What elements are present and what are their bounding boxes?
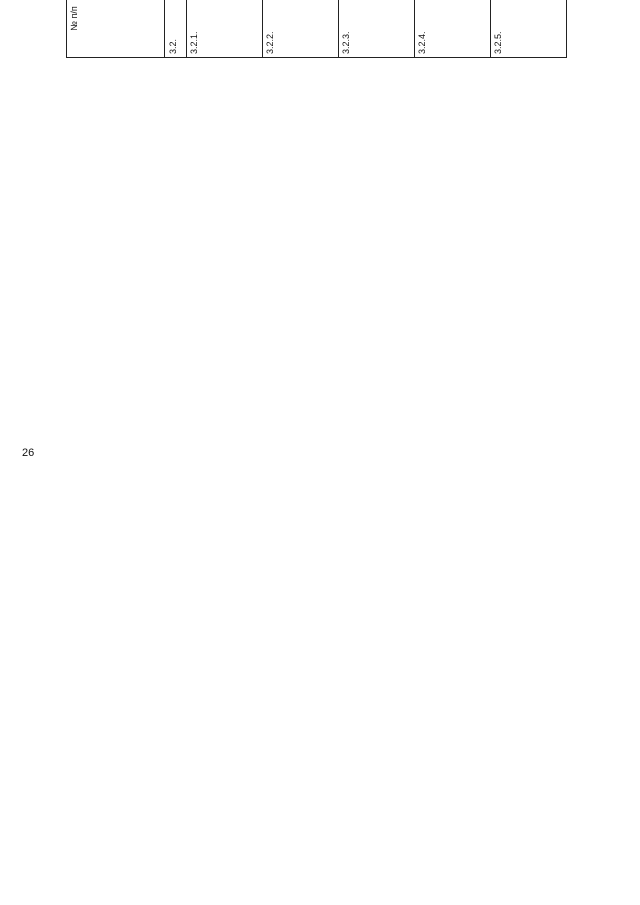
row-num: 3.2.2. [263,0,339,58]
table-row [491,0,527,58]
row-num: 3.2.3. [339,0,415,58]
row-num: 3.2.1. [187,0,263,58]
section-num: 3.2. [165,0,187,58]
table-body [165,0,567,58]
header-num: № п/п [67,0,165,58]
table-row [263,0,299,58]
row-num: 3.2.5. [491,0,567,58]
table-row [415,0,451,58]
section-row [165,0,187,58]
table-row [339,0,375,58]
row-num: 3.2.4. [415,0,491,58]
tariff-table [66,0,567,58]
page-number: 26 [22,447,35,459]
table-row [187,0,223,58]
